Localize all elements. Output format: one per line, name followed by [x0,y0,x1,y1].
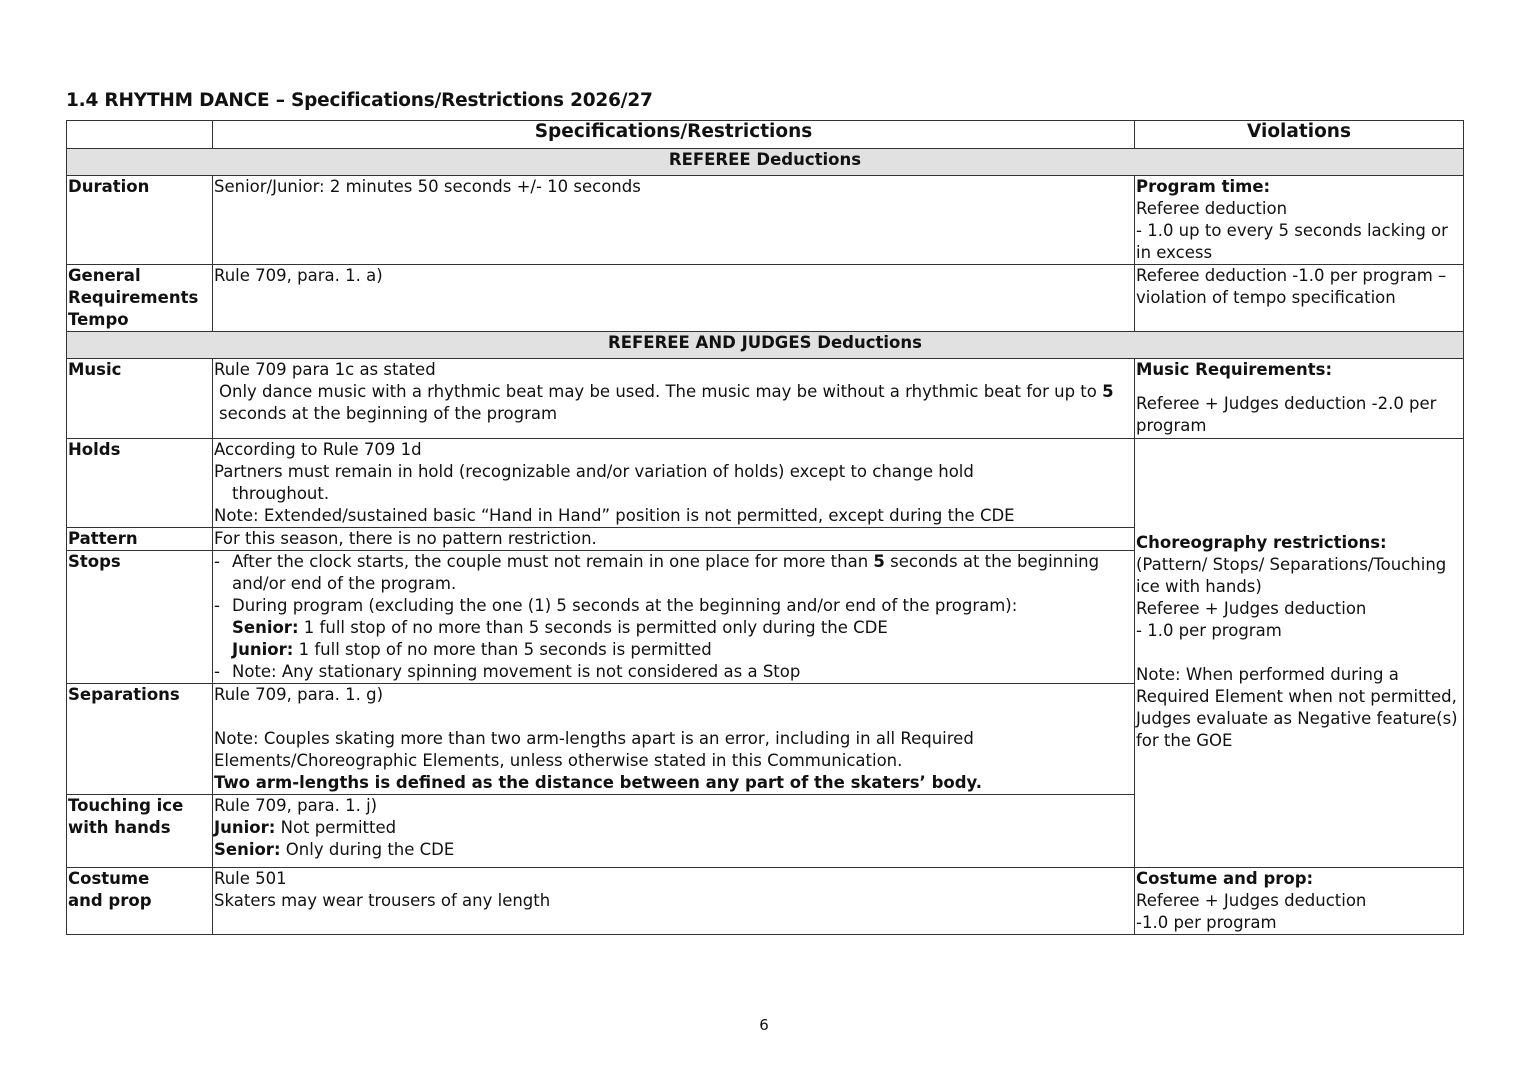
spec-costume-line1: Rule 501 [214,869,287,888]
row-holds [67,439,1464,528]
spec-touching-junior-label: Junior: [214,818,276,837]
spec-music-text-b: seconds at the beginning of the program [219,404,558,423]
spec-holds-line3: Note: Extended/sustained basic “Hand in Hand” position is not permitted, except during the CDE [214,506,1015,525]
section-referee-deductions: REFEREE Deductions [67,149,1464,176]
spec-holds [213,439,1135,528]
label-holds: Holds [67,439,213,528]
spec-holds-line2: Partners must remain in hold (recognizable and/or variation of holds) except to change hold [214,462,974,481]
section-referee-judges-row [67,332,1464,359]
row-costume [67,868,1464,935]
label-general-requirements: General Requirements Tempo [67,265,213,332]
row-general-requirements [67,265,1464,332]
section-referee-row [67,149,1464,176]
spec-separations [213,684,1135,795]
specifications-table [66,120,1464,935]
violation-music-text: Referee + Judges deduction -2.0 per program [1136,394,1437,435]
spec-costume-line2: Skaters may wear trousers of any length [214,891,551,910]
violation-duration-title: Program time: [1136,177,1271,196]
violation-general-requirements: Referee deduction -1.0 per program – violation of tempo specification [1135,265,1464,332]
violation-music-title: Music Requirements: [1136,360,1333,379]
spec-stops-item2-text: During program (excluding the one (1) 5 seconds at the beginning and/or end of the program): [232,596,1018,615]
spec-stops-item1 [214,551,1133,595]
spec-stops [213,551,1135,684]
spec-stops-senior-text: 1 full stop of no more than 5 seconds is permitted only during the CDE [298,618,888,637]
label-duration: Duration [67,176,213,265]
spec-music-line1: Rule 709 para 1c as stated [214,360,436,379]
violation-choreography-note: Note: When performed during a Required Element when not permitted, Judges evaluate as Negative feature(s) for the GOE [1136,665,1458,750]
spec-music-line2 [214,381,1133,425]
violation-choreography-text2: Referee + Judges deduction - 1.0 per program [1136,599,1367,640]
violation-costume [1135,868,1464,935]
spec-touching-line1: Rule 709, para. 1. j) [214,796,378,815]
spec-stops-item3 [214,661,1133,683]
spec-stops-junior-label: Junior: [232,640,294,659]
spec-general-requirements: Rule 709, para. 1. a) [213,265,1135,332]
violation-music [1135,359,1464,439]
page-number: 6 [759,1016,769,1034]
spec-stops-senior-label: Senior: [232,618,299,637]
spec-stops-senior [214,617,1133,639]
violation-choreography [1135,439,1464,868]
spec-separations-spacer [214,706,1133,728]
spec-touching-senior-text: Only during the CDE [280,840,455,859]
spec-costume [213,868,1135,935]
header-empty-cell [67,121,213,149]
section-referee-judges-deductions: REFEREE AND JUDGES Deductions [67,332,1464,359]
row-music [67,359,1464,439]
label-pattern: Pattern [67,528,213,551]
spec-pattern: For this season, there is no pattern restriction. [213,528,1135,551]
spec-music [213,359,1135,439]
spec-stops-item3-text: Note: Any stationary spinning movement is not considered as a Stop [232,662,801,681]
spec-separations-line1: Rule 709, para. 1. g) [214,685,384,704]
row-duration [67,176,1464,265]
spec-touching-senior-label: Senior: [214,840,281,859]
spec-music-text-a: Only dance music with a rhythmic beat may be used. The music may be without a rhythmic beat for up to [219,382,1103,401]
spec-separations-line3: Two arm-lengths is defined as the distance between any part of the skaters’ body. [214,773,983,792]
spec-stops-bold-5: 5 [873,552,885,571]
spec-stops-item2 [214,595,1133,617]
page-title: 1.4 RHYTHM DANCE – Specifications/Restrictions 2026/27 [66,90,653,111]
violation-costume-text: Referee + Judges deduction -1.0 per program [1136,891,1367,932]
violation-duration [1135,176,1464,265]
spec-touching-senior [214,839,1133,861]
label-separations: Separations [67,684,213,795]
violation-choreography-text1: (Pattern/ Stops/ Separations/Touching ice with hands) [1136,555,1447,596]
bullet-dash: - [214,552,220,571]
spec-stops-junior-text: 1 full stop of no more than 5 seconds is permitted [293,640,712,659]
spec-touching-junior-text: Not permitted [275,818,397,837]
spec-touching-ice [213,795,1135,868]
spec-stops-item1-b: seconds at the beginning and/or end of the program. [232,552,1100,593]
label-stops: Stops [67,551,213,684]
label-music: Music [67,359,213,439]
violation-duration-text: Referee deduction - 1.0 up to every 5 seconds lacking or in excess [1136,199,1448,262]
label-touching-ice: Touching ice with hands [67,795,213,868]
bullet-dash: - [214,596,220,615]
header-violations: Violations [1135,121,1464,149]
violation-choreography-spacer [1136,642,1462,664]
header-specifications: Specifications/Restrictions [213,121,1135,149]
label-costume: Costume and prop [67,868,213,935]
spec-music-bold-5: 5 [1102,382,1114,401]
bullet-dash: - [214,662,220,681]
spec-touching-junior [214,817,1133,839]
spec-holds-line2-cont: throughout. [232,484,330,503]
spec-stops-item1-a: After the clock starts, the couple must not remain in one place for more than [232,552,874,571]
violation-costume-title: Costume and prop: [1136,869,1314,888]
violation-choreography-title: Choreography restrictions: [1136,533,1387,552]
table-header-row [67,121,1464,149]
spec-separations-line2: Note: Couples skating more than two arm-lengths apart is an error, including in all Required Elements/Choreographic Elements, unless otherwise stated in this Communication. [214,729,974,770]
spec-stops-junior [214,639,1133,661]
spec-holds-line1: According to Rule 709 1d [214,440,422,459]
spec-duration: Senior/Junior: 2 minutes 50 seconds +/- 10 seconds [213,176,1135,265]
